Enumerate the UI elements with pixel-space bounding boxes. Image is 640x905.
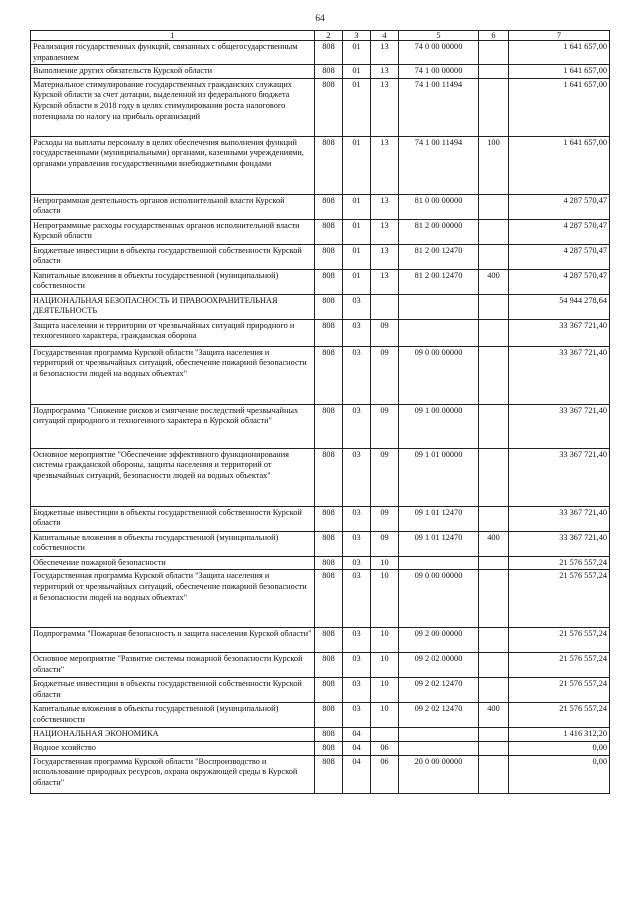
row-section: 03 — [343, 346, 371, 404]
row-amount: 21 576 557,24 — [509, 653, 610, 678]
row-amount: 33 367 721,40 — [509, 448, 610, 506]
row-section: 03 — [343, 319, 371, 346]
row-expense-type — [479, 219, 509, 244]
row-grbs: 808 — [315, 65, 343, 79]
row-target-article: 81 0 00 00000 — [399, 194, 479, 219]
row-subsection: 10 — [371, 653, 399, 678]
row-expense-type — [479, 653, 509, 678]
row-grbs: 808 — [315, 194, 343, 219]
table-row — [31, 531, 610, 556]
row-subsection: 13 — [371, 78, 399, 136]
table-row — [31, 404, 610, 448]
table-row — [31, 219, 610, 244]
row-grbs: 808 — [315, 531, 343, 556]
table-row — [31, 78, 610, 136]
row-target-article: 09 2 02 12470 — [399, 678, 479, 703]
row-amount: 21 576 557,24 — [509, 678, 610, 703]
row-amount: 1 641 657,00 — [509, 65, 610, 79]
row-name: Основное мероприятие "Развитие системы пожарной безопасности Курской области" — [31, 653, 315, 678]
row-subsection: 10 — [371, 556, 399, 570]
row-amount: 4 287 570,47 — [509, 194, 610, 219]
row-amount: 21 576 557,24 — [509, 628, 610, 653]
row-target-article: 81 2 00 12470 — [399, 244, 479, 269]
row-subsection: 13 — [371, 65, 399, 79]
row-subsection: 06 — [371, 755, 399, 793]
row-section: 01 — [343, 269, 371, 294]
table-row — [31, 448, 610, 506]
row-target-article — [399, 294, 479, 319]
row-section: 04 — [343, 741, 371, 755]
row-name: Бюджетные инвестиции в объекты государственной собственности Курской области — [31, 506, 315, 531]
row-amount: 1 416 312,20 — [509, 728, 610, 742]
row-grbs: 808 — [315, 404, 343, 448]
row-grbs: 808 — [315, 346, 343, 404]
table-row — [31, 570, 610, 628]
row-expense-type — [479, 678, 509, 703]
row-name: Реализация государственных функций, связанных с общегосударственным управлением — [31, 41, 315, 65]
row-target-article: 74 0 00 00000 — [399, 41, 479, 65]
row-amount: 33 367 721,40 — [509, 531, 610, 556]
row-expense-type — [479, 244, 509, 269]
row-expense-type: 100 — [479, 136, 509, 194]
table-row — [31, 319, 610, 346]
row-grbs: 808 — [315, 570, 343, 628]
row-expense-type: 400 — [479, 531, 509, 556]
table-row — [31, 678, 610, 703]
row-subsection: 13 — [371, 194, 399, 219]
header-cell: 6 — [479, 31, 509, 41]
row-grbs: 808 — [315, 556, 343, 570]
table-row — [31, 194, 610, 219]
row-amount: 1 641 657,00 — [509, 41, 610, 65]
row-subsection: 06 — [371, 741, 399, 755]
row-grbs: 808 — [315, 755, 343, 793]
row-section: 03 — [343, 294, 371, 319]
row-name: Водное хозяйство — [31, 741, 315, 755]
table-row — [31, 728, 610, 742]
row-expense-type: 400 — [479, 703, 509, 728]
row-subsection: 10 — [371, 678, 399, 703]
row-target-article: 09 1 01 00000 — [399, 448, 479, 506]
row-amount: 0,00 — [509, 755, 610, 793]
row-amount: 33 367 721,40 — [509, 319, 610, 346]
row-subsection: 13 — [371, 269, 399, 294]
row-target-article — [399, 741, 479, 755]
row-expense-type — [479, 570, 509, 628]
row-grbs: 808 — [315, 219, 343, 244]
row-expense-type — [479, 194, 509, 219]
row-name: Капитальные вложения в объекты государственной (муниципальной) собственности — [31, 269, 315, 294]
row-subsection: 10 — [371, 703, 399, 728]
table-row — [31, 653, 610, 678]
row-amount: 4 287 570,47 — [509, 244, 610, 269]
row-name: Государственная программа Курской области "Защита населения и территорий от чрезвычайных ситуаций, обеспечение пожарной безопасности и безопасности людей на водных объектах" — [31, 346, 315, 404]
row-grbs: 808 — [315, 728, 343, 742]
row-grbs: 808 — [315, 41, 343, 65]
row-name: НАЦИОНАЛЬНАЯ ЭКОНОМИКА — [31, 728, 315, 742]
row-subsection — [371, 728, 399, 742]
row-expense-type — [479, 556, 509, 570]
header-cell: 3 — [343, 31, 371, 41]
row-subsection: 13 — [371, 41, 399, 65]
row-grbs: 808 — [315, 78, 343, 136]
row-amount: 1 641 657,00 — [509, 136, 610, 194]
table-row — [31, 556, 610, 570]
row-target-article: 09 1 00 00000 — [399, 404, 479, 448]
row-name: Материальное стимулирование государственных гражданских служащих Курской области за счет дотации, выделенной из федерального бюджета Курской области в 2018 году в целях стимулирования роста налогового потенциала по налогу на прибыль организаций — [31, 78, 315, 136]
row-expense-type — [479, 346, 509, 404]
row-subsection: 13 — [371, 219, 399, 244]
row-subsection: 13 — [371, 136, 399, 194]
row-amount: 33 367 721,40 — [509, 506, 610, 531]
row-subsection: 09 — [371, 448, 399, 506]
row-section: 01 — [343, 244, 371, 269]
page-number: 64 — [315, 14, 325, 24]
row-name: Государственная программа Курской области "Воспроизводство и использование природных ресурсов, охрана окружающей среды в Курской области" — [31, 755, 315, 793]
header-cell: 7 — [509, 31, 610, 41]
row-grbs: 808 — [315, 703, 343, 728]
row-section: 03 — [343, 448, 371, 506]
row-subsection: 09 — [371, 531, 399, 556]
row-expense-type — [479, 41, 509, 65]
row-name: Защита населения и территории от чрезвычайных ситуаций природного и техногенного характера, гражданская оборона — [31, 319, 315, 346]
row-subsection: 10 — [371, 628, 399, 653]
row-name: Выполнение других обязательств Курской области — [31, 65, 315, 79]
row-target-article: 09 2 02 12470 — [399, 703, 479, 728]
row-section: 01 — [343, 78, 371, 136]
row-amount: 1 641 657,00 — [509, 78, 610, 136]
row-amount: 33 367 721,40 — [509, 404, 610, 448]
row-amount: 21 576 557,24 — [509, 556, 610, 570]
row-grbs: 808 — [315, 448, 343, 506]
row-grbs: 808 — [315, 244, 343, 269]
row-section: 04 — [343, 728, 371, 742]
table-row — [31, 41, 610, 65]
row-target-article: 09 1 01 12470 — [399, 531, 479, 556]
row-grbs: 808 — [315, 506, 343, 531]
row-section: 03 — [343, 531, 371, 556]
row-name: Капитальные вложения в объекты государственной (муниципальной) собственности — [31, 531, 315, 556]
row-amount: 21 576 557,24 — [509, 703, 610, 728]
row-name: Подпрограмма "Снижение рисков и смягчение последствий чрезвычайных ситуаций природного и техногенного характера в Курской области" — [31, 404, 315, 448]
row-subsection: 09 — [371, 506, 399, 531]
row-name: Непрограммная деятельность органов исполнительной власти Курской области — [31, 194, 315, 219]
row-grbs: 808 — [315, 678, 343, 703]
row-target-article: 09 2 00 00000 — [399, 628, 479, 653]
row-target-article: 09 1 01 12470 — [399, 506, 479, 531]
row-target-article — [399, 728, 479, 742]
row-section: 01 — [343, 136, 371, 194]
table-row — [31, 346, 610, 404]
row-target-article — [399, 556, 479, 570]
row-grbs: 808 — [315, 269, 343, 294]
row-section: 03 — [343, 678, 371, 703]
row-expense-type — [479, 404, 509, 448]
row-name: Обеспечение пожарной безопасности — [31, 556, 315, 570]
row-subsection: 10 — [371, 570, 399, 628]
budget-table — [30, 30, 610, 794]
row-expense-type — [479, 506, 509, 531]
row-section: 01 — [343, 219, 371, 244]
row-target-article: 09 2 02 00000 — [399, 653, 479, 678]
table-row — [31, 703, 610, 728]
table-row — [31, 741, 610, 755]
row-amount: 0,00 — [509, 741, 610, 755]
row-section: 04 — [343, 755, 371, 793]
table-row — [31, 294, 610, 319]
header-cell: 5 — [399, 31, 479, 41]
header-cell: 1 — [31, 31, 315, 41]
row-name: Непрограммные расходы государственных органов исполнительной власти Курской области — [31, 219, 315, 244]
row-grbs: 808 — [315, 741, 343, 755]
row-section: 03 — [343, 703, 371, 728]
row-target-article: 74 1 00 00000 — [399, 65, 479, 79]
row-grbs: 808 — [315, 319, 343, 346]
table-row — [31, 244, 610, 269]
row-grbs: 808 — [315, 653, 343, 678]
row-expense-type — [479, 319, 509, 346]
row-name: НАЦИОНАЛЬНАЯ БЕЗОПАСНОСТЬ И ПРАВООХРАНИТЕЛЬНАЯ ДЕЯТЕЛЬНОСТЬ — [31, 294, 315, 319]
header-cell: 4 — [371, 31, 399, 41]
row-expense-type — [479, 741, 509, 755]
row-section: 03 — [343, 570, 371, 628]
row-target-article — [399, 319, 479, 346]
table-row — [31, 506, 610, 531]
row-expense-type — [479, 628, 509, 653]
row-expense-type — [479, 448, 509, 506]
row-target-article: 09 0 00 00000 — [399, 346, 479, 404]
row-target-article: 20 0 00 00000 — [399, 755, 479, 793]
row-subsection: 09 — [371, 319, 399, 346]
table-row — [31, 628, 610, 653]
row-name: Государственная программа Курской области "Защита населения и территорий от чрезвычайных ситуаций, обеспечение пожарной безопасности и безопасности людей на водных объектах" — [31, 570, 315, 628]
row-name: Расходы на выплаты персоналу в целях обеспечения выполнения функций государственными (муниципальными) органами, казенными учреждениями, органами управления государственными внебюджетными фондами — [31, 136, 315, 194]
row-subsection: 09 — [371, 346, 399, 404]
row-amount: 4 287 570,47 — [509, 219, 610, 244]
row-expense-type — [479, 65, 509, 79]
row-target-article: 09 0 00 00000 — [399, 570, 479, 628]
row-name: Основное мероприятие "Обеспечение эффективного функционирования системы гражданской обороны, защиты населения и территорий от чрезвычайных ситуаций, безопасности людей на водных объектах" — [31, 448, 315, 506]
table-row — [31, 755, 610, 793]
row-amount: 21 576 557,24 — [509, 570, 610, 628]
table-row — [31, 65, 610, 79]
row-target-article: 74 1 00 11494 — [399, 78, 479, 136]
row-section: 03 — [343, 404, 371, 448]
row-amount: 4 287 570,47 — [509, 269, 610, 294]
row-name: Капитальные вложения в объекты государственной (муниципальной) собственности — [31, 703, 315, 728]
row-grbs: 808 — [315, 294, 343, 319]
row-target-article: 74 1 00 11494 — [399, 136, 479, 194]
row-expense-type — [479, 728, 509, 742]
row-section: 01 — [343, 194, 371, 219]
table-row — [31, 136, 610, 194]
row-expense-type — [479, 78, 509, 136]
row-grbs: 808 — [315, 628, 343, 653]
row-section: 03 — [343, 628, 371, 653]
row-target-article: 81 2 00 12470 — [399, 269, 479, 294]
row-expense-type: 400 — [479, 269, 509, 294]
row-name: Бюджетные инвестиции в объекты государственной собственности Курской области — [31, 678, 315, 703]
row-section: 03 — [343, 556, 371, 570]
row-target-article: 81 2 00 00000 — [399, 219, 479, 244]
row-name: Подпрограмма "Пожарная безопасность и защита населения Курской области" — [31, 628, 315, 653]
row-section: 01 — [343, 65, 371, 79]
row-expense-type — [479, 294, 509, 319]
row-section: 03 — [343, 653, 371, 678]
row-expense-type — [479, 755, 509, 793]
header-row — [31, 31, 610, 41]
row-amount: 54 944 278,64 — [509, 294, 610, 319]
row-name: Бюджетные инвестиции в объекты государственной собственности Курской области — [31, 244, 315, 269]
header-cell: 2 — [315, 31, 343, 41]
row-subsection: 13 — [371, 244, 399, 269]
row-section: 03 — [343, 506, 371, 531]
row-subsection: 09 — [371, 404, 399, 448]
row-amount: 33 367 721,40 — [509, 346, 610, 404]
table-row — [31, 269, 610, 294]
row-section: 01 — [343, 41, 371, 65]
row-grbs: 808 — [315, 136, 343, 194]
row-subsection — [371, 294, 399, 319]
